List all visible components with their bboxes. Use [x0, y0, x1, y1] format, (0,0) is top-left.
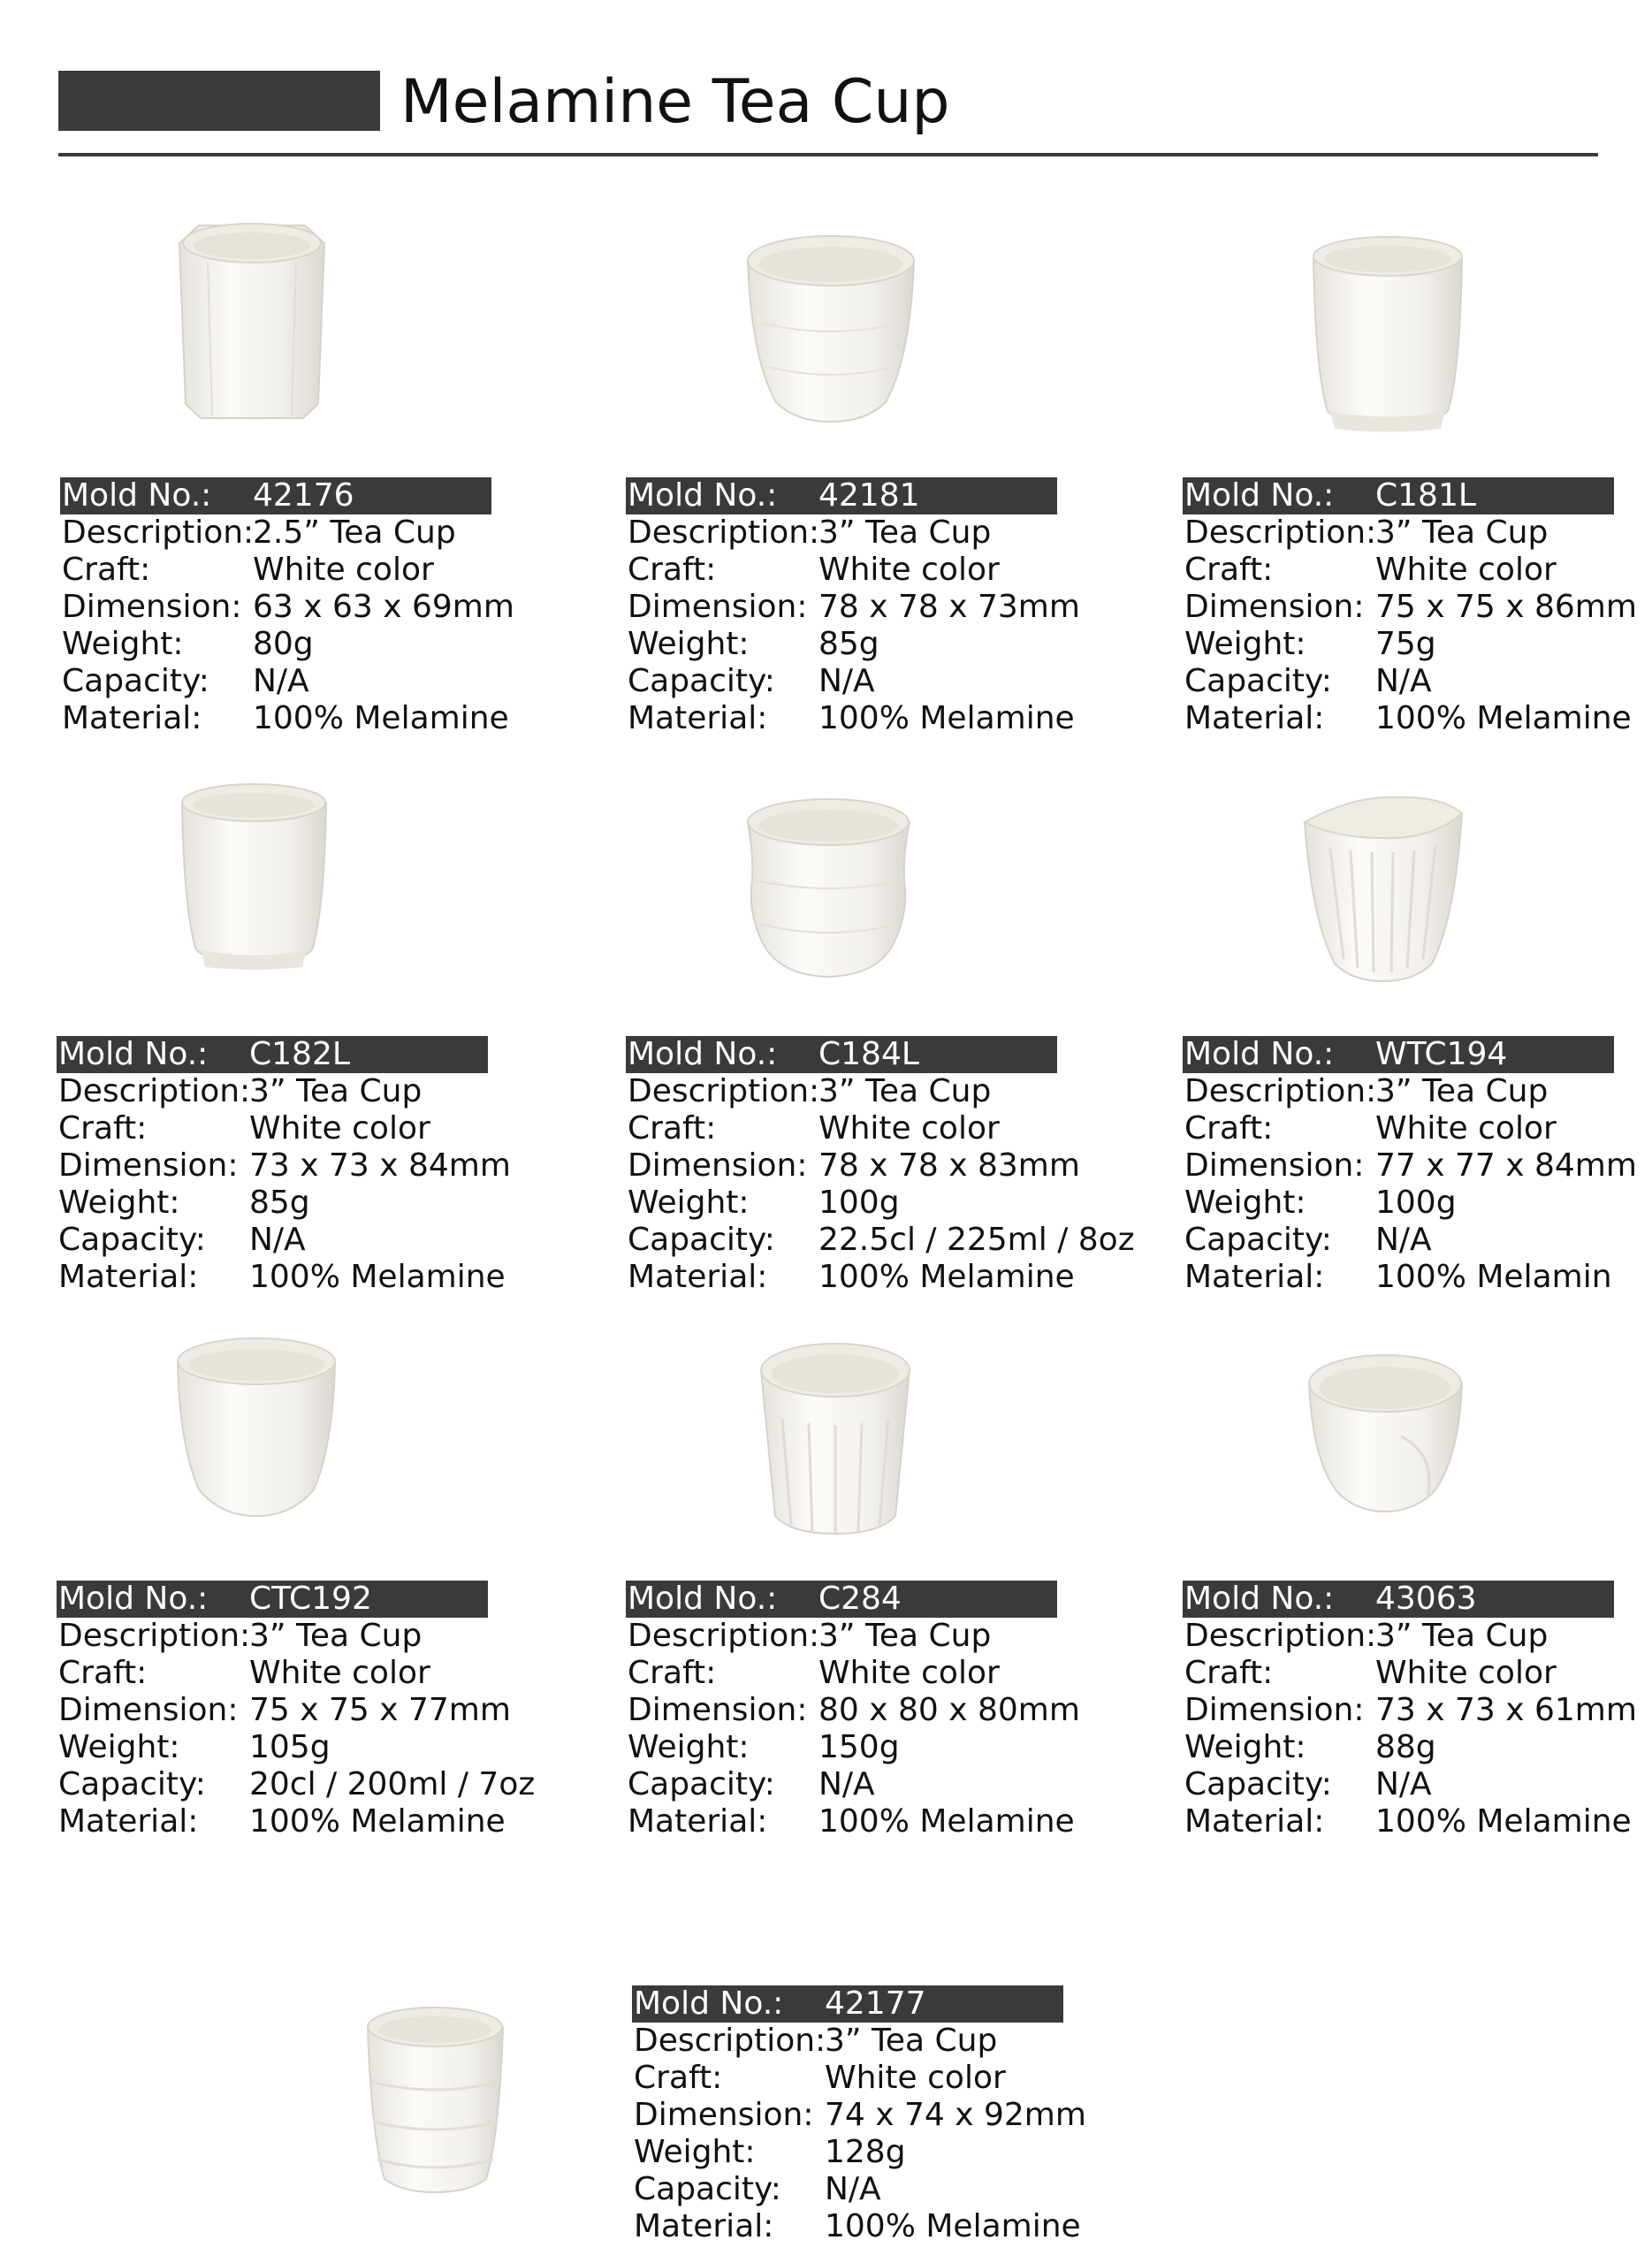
- material-value: 100% Melamine: [253, 700, 509, 736]
- description-label: Description:: [1184, 1073, 1377, 1109]
- weight-row: [626, 1729, 1057, 1766]
- capacity-value: 22.5cl / 225ml / 8oz: [818, 1222, 1135, 1258]
- material-value: 100% Melamine: [1375, 1803, 1632, 1840]
- description-value: 3” Tea Cup: [818, 1618, 992, 1654]
- mold-row: [626, 477, 1057, 514]
- weight-row: [632, 2134, 1063, 2171]
- weight-label: Weight:: [1184, 626, 1306, 662]
- capacity-label: Capacity:: [1184, 663, 1332, 699]
- craft-label: Craft:: [628, 1110, 717, 1147]
- craft-label: Craft:: [634, 2060, 723, 2096]
- weight-value: 100g: [818, 1185, 900, 1221]
- header-rule: [58, 153, 1598, 156]
- material-value: 100% Melamine: [249, 1259, 506, 1295]
- dimension-value: 77 x 77 x 84mm: [1375, 1147, 1637, 1184]
- material-label: Material:: [1184, 700, 1325, 736]
- mold-row: [626, 1581, 1057, 1618]
- spec-C182L: [57, 1036, 511, 1296]
- craft-row: [626, 552, 1057, 589]
- material-row: [57, 1803, 506, 1840]
- mold-row: [1183, 1036, 1614, 1073]
- cup-image-CTC192: [172, 1330, 340, 1520]
- weight-label: Weight:: [628, 1185, 750, 1221]
- mold-value: C284: [818, 1581, 902, 1617]
- craft-label: Craft:: [58, 1110, 148, 1147]
- description-row: [1183, 514, 1614, 552]
- description-value: 3” Tea Cup: [249, 1073, 423, 1109]
- material-label: Material:: [58, 1803, 199, 1840]
- dimension-row: [632, 2097, 1086, 2134]
- material-value: 100% Melamine: [249, 1803, 506, 1840]
- capacity-value: N/A: [818, 663, 875, 699]
- dimension-label: Dimension:: [58, 1147, 239, 1184]
- mold-row: [1183, 477, 1614, 514]
- mold-value: 42181: [818, 477, 920, 514]
- dimension-row: [1183, 1692, 1637, 1729]
- description-row: [1183, 1618, 1614, 1655]
- craft-value: White color: [818, 1110, 1000, 1147]
- mold-value: WTC194: [1375, 1036, 1508, 1072]
- cup-image-42176: [172, 217, 331, 424]
- dimension-row: [626, 1147, 1080, 1185]
- craft-label: Craft:: [1184, 1110, 1274, 1147]
- cup-image-42181: [742, 225, 919, 424]
- capacity-value: N/A: [818, 1766, 875, 1802]
- mold-value: C181L: [1375, 477, 1476, 514]
- dimension-value: 80 x 80 x 80mm: [818, 1692, 1080, 1728]
- capacity-value: N/A: [253, 663, 309, 699]
- mold-row: [57, 1036, 488, 1073]
- dimension-value: 75 x 75 x 77mm: [249, 1692, 511, 1728]
- material-row: [1183, 1259, 1614, 1296]
- dimension-row: [60, 589, 514, 626]
- dimension-label: Dimension:: [62, 589, 242, 625]
- cup-image-WTC194: [1299, 787, 1467, 986]
- capacity-label: Capacity:: [628, 1222, 775, 1258]
- description-value: 3” Tea Cup: [1375, 1073, 1549, 1109]
- craft-label: Craft:: [58, 1655, 148, 1691]
- material-value: 100% Melamine: [818, 700, 1075, 736]
- weight-value: 85g: [818, 626, 879, 662]
- mold-row: [60, 477, 491, 514]
- craft-label: Craft:: [628, 552, 717, 588]
- craft-row: [626, 1110, 1057, 1147]
- weight-row: [57, 1729, 488, 1766]
- mold-label: Mold No.:: [628, 1581, 778, 1617]
- capacity-value: N/A: [1375, 1766, 1432, 1802]
- craft-value: White color: [825, 2060, 1006, 2096]
- dimension-label: Dimension:: [628, 589, 808, 625]
- material-row: [1183, 700, 1632, 737]
- mold-label: Mold No.:: [1184, 1036, 1335, 1072]
- capacity-row: [57, 1222, 488, 1259]
- craft-row: [60, 552, 491, 589]
- dimension-row: [1183, 589, 1637, 626]
- weight-row: [1183, 626, 1614, 663]
- dimension-value: 73 x 73 x 61mm: [1375, 1692, 1637, 1728]
- mold-label: Mold No.:: [1184, 1581, 1335, 1617]
- description-label: Description:: [634, 2023, 826, 2059]
- header-bar: [58, 71, 380, 131]
- dimension-label: Dimension:: [1184, 1692, 1365, 1728]
- cup-image-C184L: [742, 791, 915, 981]
- material-value: 100% Melamine: [1375, 700, 1632, 736]
- weight-value: 100g: [1375, 1185, 1457, 1221]
- capacity-row: [626, 1766, 1057, 1803]
- description-label: Description:: [58, 1618, 251, 1654]
- mold-row: [632, 1985, 1063, 2023]
- cup-image-C284: [756, 1335, 915, 1538]
- dimension-label: Dimension:: [628, 1147, 808, 1184]
- capacity-value: N/A: [825, 2171, 881, 2207]
- craft-value: White color: [818, 1655, 1000, 1691]
- spec-C181L: [1183, 477, 1637, 737]
- weight-value: 80g: [253, 626, 314, 662]
- description-label: Description:: [1184, 514, 1377, 551]
- material-label: Material:: [1184, 1803, 1325, 1840]
- weight-value: 85g: [249, 1185, 310, 1221]
- craft-label: Craft:: [1184, 1655, 1274, 1691]
- capacity-row: [1183, 663, 1614, 700]
- material-value: 100% Melamine: [825, 2208, 1081, 2244]
- material-value: 100% Melamin: [1375, 1259, 1612, 1295]
- craft-row: [1183, 552, 1614, 589]
- capacity-label: Capacity:: [634, 2171, 781, 2207]
- page-title: Melamine Tea Cup: [400, 67, 950, 137]
- material-label: Material:: [62, 700, 202, 736]
- material-row: [632, 2208, 1081, 2245]
- weight-row: [57, 1185, 488, 1222]
- weight-value: 105g: [249, 1729, 331, 1765]
- mold-value: 42177: [825, 1985, 926, 2022]
- mold-label: Mold No.:: [58, 1581, 209, 1617]
- craft-value: White color: [818, 552, 1000, 588]
- mold-label: Mold No.:: [628, 477, 778, 514]
- cup-image-C181L: [1308, 230, 1467, 433]
- weight-label: Weight:: [58, 1185, 180, 1221]
- mold-row: [57, 1581, 488, 1618]
- mold-value: 42176: [253, 477, 354, 514]
- mold-label: Mold No.:: [634, 1985, 784, 2022]
- description-value: 2.5” Tea Cup: [253, 514, 456, 551]
- dimension-label: Dimension:: [1184, 1147, 1365, 1184]
- craft-label: Craft:: [62, 552, 151, 588]
- capacity-value: N/A: [249, 1222, 306, 1258]
- mold-value: C184L: [818, 1036, 919, 1072]
- capacity-label: Capacity:: [1184, 1766, 1332, 1802]
- capacity-row: [1183, 1222, 1614, 1259]
- capacity-row: [60, 663, 491, 700]
- weight-label: Weight:: [1184, 1729, 1306, 1765]
- spec-C184L: [626, 1036, 1135, 1296]
- dimension-value: 78 x 78 x 83mm: [818, 1147, 1080, 1184]
- dimension-row: [57, 1147, 511, 1185]
- craft-row: [57, 1655, 488, 1692]
- capacity-label: Capacity:: [62, 663, 209, 699]
- material-row: [626, 1259, 1075, 1296]
- craft-row: [57, 1110, 488, 1147]
- material-row: [60, 700, 509, 737]
- craft-value: White color: [249, 1655, 430, 1691]
- weight-row: [626, 626, 1057, 663]
- material-label: Material:: [628, 700, 768, 736]
- description-row: [626, 1618, 1057, 1655]
- spec-42177: [632, 1985, 1086, 2245]
- description-row: [632, 2023, 1063, 2060]
- dimension-value: 63 x 63 x 69mm: [253, 589, 514, 625]
- weight-value: 75g: [1375, 626, 1436, 662]
- mold-value: 43063: [1375, 1581, 1477, 1617]
- description-value: 3” Tea Cup: [818, 514, 992, 551]
- craft-value: White color: [249, 1110, 430, 1147]
- mold-label: Mold No.:: [628, 1036, 778, 1072]
- weight-value: 128g: [825, 2134, 906, 2170]
- capacity-value: 20cl / 200ml / 7oz: [249, 1766, 536, 1802]
- spec-43063: [1183, 1581, 1637, 1840]
- weight-value: 88g: [1375, 1729, 1436, 1765]
- dimension-row: [626, 1692, 1080, 1729]
- capacity-label: Capacity:: [628, 663, 775, 699]
- description-label: Description:: [628, 514, 820, 551]
- cup-image-43063: [1304, 1348, 1467, 1516]
- dimension-label: Dimension:: [628, 1692, 808, 1728]
- mold-value: C182L: [249, 1036, 350, 1072]
- craft-value: White color: [1375, 1655, 1557, 1691]
- capacity-row: [626, 1222, 1135, 1259]
- weight-value: 150g: [818, 1729, 900, 1765]
- description-label: Description:: [628, 1618, 820, 1654]
- spec-42181: [626, 477, 1080, 737]
- mold-value: CTC192: [249, 1581, 372, 1617]
- mold-row: [626, 1036, 1057, 1073]
- spec-C284: [626, 1581, 1080, 1840]
- dimension-label: Dimension:: [58, 1692, 239, 1728]
- capacity-row: [632, 2171, 1063, 2208]
- dimension-label: Dimension:: [1184, 589, 1365, 625]
- cup-image-C182L: [177, 778, 331, 972]
- mold-row: [1183, 1581, 1614, 1618]
- craft-value: White color: [1375, 552, 1557, 588]
- spec-WTC194: [1183, 1036, 1637, 1296]
- description-row: [57, 1073, 488, 1110]
- weight-label: Weight:: [58, 1729, 180, 1765]
- weight-label: Weight:: [1184, 1185, 1306, 1221]
- capacity-value: N/A: [1375, 663, 1432, 699]
- dimension-value: 74 x 74 x 92mm: [825, 2097, 1086, 2133]
- material-label: Material:: [628, 1803, 768, 1840]
- material-label: Material:: [58, 1259, 199, 1295]
- weight-row: [60, 626, 491, 663]
- material-label: Material:: [628, 1259, 768, 1295]
- capacity-row: [626, 663, 1057, 700]
- description-value: 3” Tea Cup: [1375, 1618, 1549, 1654]
- material-row: [1183, 1803, 1632, 1840]
- material-row: [626, 700, 1075, 737]
- dimension-row: [57, 1692, 511, 1729]
- material-value: 100% Melamine: [818, 1259, 1075, 1295]
- description-row: [1183, 1073, 1614, 1110]
- spec-CTC192: [57, 1581, 536, 1840]
- material-value: 100% Melamine: [818, 1803, 1075, 1840]
- weight-row: [626, 1185, 1057, 1222]
- description-value: 3” Tea Cup: [249, 1618, 423, 1654]
- craft-row: [632, 2060, 1063, 2097]
- description-value: 3” Tea Cup: [1375, 514, 1549, 551]
- material-label: Material:: [1184, 1259, 1325, 1295]
- craft-row: [1183, 1110, 1614, 1147]
- dimension-row: [626, 589, 1080, 626]
- material-row: [626, 1803, 1075, 1840]
- craft-value: White color: [1375, 1110, 1557, 1147]
- material-row: [57, 1259, 506, 1296]
- craft-row: [1183, 1655, 1614, 1692]
- capacity-label: Capacity:: [1184, 1222, 1332, 1258]
- dimension-row: [1183, 1147, 1637, 1185]
- dimension-value: 73 x 73 x 84mm: [249, 1147, 511, 1184]
- description-row: [57, 1618, 488, 1655]
- dimension-label: Dimension:: [634, 2097, 814, 2133]
- dimension-value: 75 x 75 x 86mm: [1375, 589, 1637, 625]
- description-row: [626, 1073, 1057, 1110]
- weight-label: Weight:: [628, 626, 750, 662]
- description-label: Description:: [628, 1073, 820, 1109]
- dimension-value: 78 x 78 x 73mm: [818, 589, 1080, 625]
- cup-image-42177: [362, 2002, 508, 2197]
- capacity-row: [57, 1766, 536, 1803]
- craft-label: Craft:: [628, 1655, 717, 1691]
- material-label: Material:: [634, 2208, 774, 2244]
- craft-row: [626, 1655, 1057, 1692]
- capacity-row: [1183, 1766, 1614, 1803]
- description-label: Description:: [58, 1073, 251, 1109]
- mold-label: Mold No.:: [58, 1036, 209, 1072]
- mold-label: Mold No.:: [62, 477, 212, 514]
- weight-label: Weight:: [628, 1729, 750, 1765]
- craft-label: Craft:: [1184, 552, 1274, 588]
- weight-label: Weight:: [634, 2134, 756, 2170]
- description-label: Description:: [1184, 1618, 1377, 1654]
- mold-label: Mold No.:: [1184, 477, 1335, 514]
- weight-row: [1183, 1185, 1614, 1222]
- spec-42176: [60, 477, 514, 737]
- weight-label: Weight:: [62, 626, 184, 662]
- description-row: [626, 514, 1057, 552]
- capacity-label: Capacity:: [58, 1766, 206, 1802]
- description-label: Description:: [62, 514, 255, 551]
- description-value: 3” Tea Cup: [818, 1073, 992, 1109]
- description-row: [60, 514, 491, 552]
- capacity-label: Capacity:: [58, 1222, 206, 1258]
- craft-value: White color: [253, 552, 434, 588]
- description-value: 3” Tea Cup: [825, 2023, 998, 2059]
- capacity-label: Capacity:: [628, 1766, 775, 1802]
- weight-row: [1183, 1729, 1614, 1766]
- capacity-value: N/A: [1375, 1222, 1432, 1258]
